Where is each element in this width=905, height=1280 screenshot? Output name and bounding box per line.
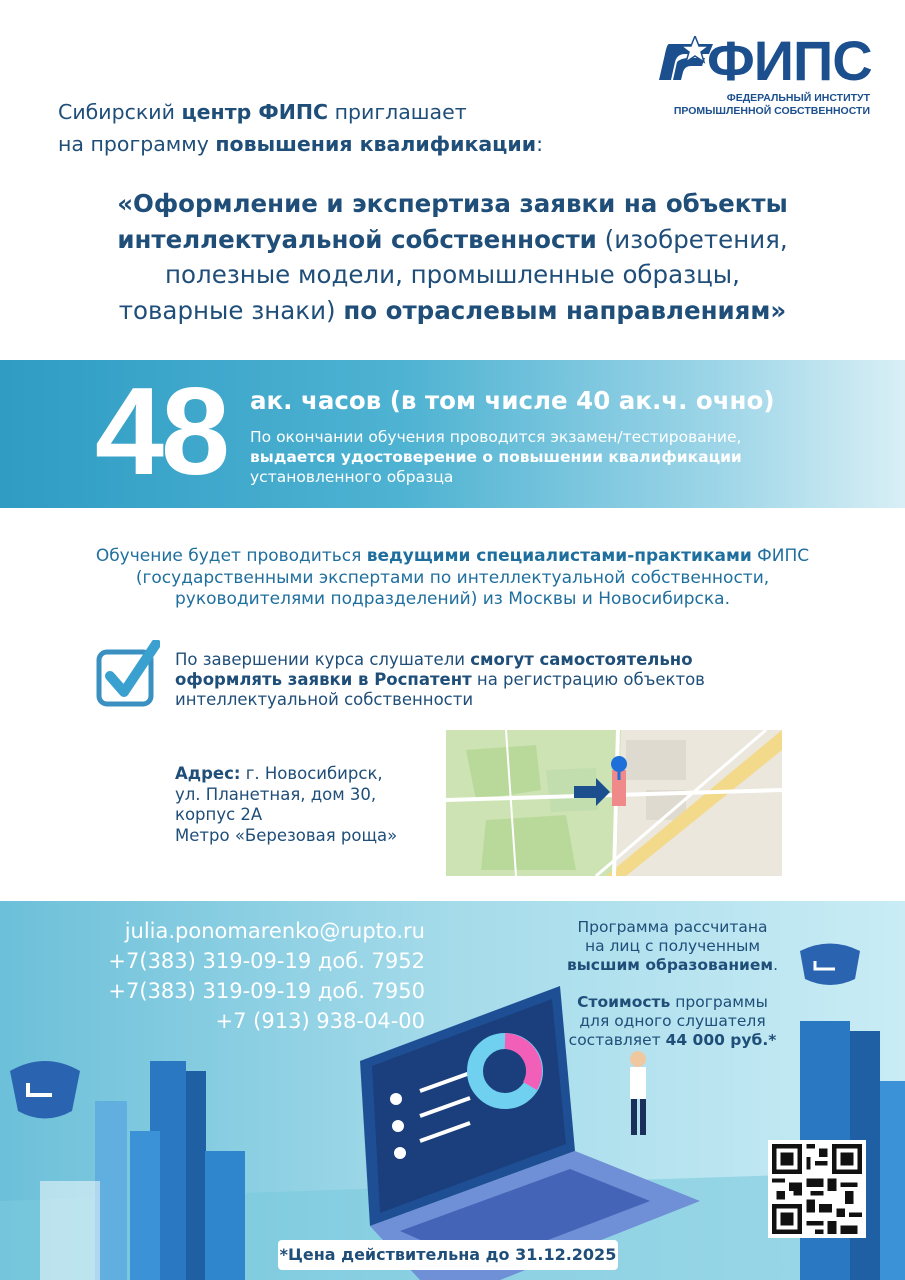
info-spacer bbox=[550, 975, 795, 993]
title-text: товарные знаки) bbox=[118, 295, 344, 325]
info-text: . bbox=[773, 956, 779, 974]
phone-2[interactable]: +7(383) 319-09-19 доб. 7950 bbox=[108, 979, 425, 1003]
result-line: интеллектуальной собственности bbox=[175, 690, 474, 709]
info-line: для одного слушателя bbox=[579, 1012, 766, 1030]
invite-text: приглашает bbox=[328, 100, 467, 124]
info-text: программы bbox=[670, 993, 768, 1011]
teach-line: (государственными экспертами по интеллектуальной собственности, bbox=[135, 567, 770, 588]
info-bold: высшим образованием bbox=[566, 956, 774, 974]
teaching-text bbox=[60, 546, 845, 611]
email-link[interactable]: julia.ponomarenko@rupto.ru bbox=[124, 919, 425, 943]
fips-logo bbox=[655, 30, 870, 120]
invite-text: на программу bbox=[58, 132, 216, 156]
location-map[interactable] bbox=[446, 730, 782, 876]
result-bold: оформлять заявки в Роспатент bbox=[175, 670, 472, 689]
qr-code[interactable] bbox=[768, 1140, 866, 1238]
hours-desc-line: установленного образца bbox=[250, 468, 454, 486]
price-footnote: *Цена действительна до 31.12.2025 bbox=[278, 1240, 618, 1270]
address-line: корпус 2А bbox=[175, 805, 263, 824]
address-label: Адрес: bbox=[175, 764, 241, 783]
hours-desc-bold: выдается удостоверение о повышении квалификации bbox=[250, 448, 742, 466]
contacts-block bbox=[60, 916, 425, 1036]
checkbox-checked-icon bbox=[96, 640, 160, 708]
teach-text: Обучение будет проводиться bbox=[95, 546, 367, 566]
title-text: (изобретения, bbox=[596, 224, 788, 254]
qr-code-icon bbox=[772, 1144, 862, 1234]
result-text: на регистрацию объектов bbox=[471, 670, 705, 689]
logo-subtitle-line2: ПРОМЫШЛЕННОЙ СОБСТВЕННОСТИ bbox=[673, 105, 870, 117]
map-image bbox=[446, 730, 782, 876]
phone-3[interactable]: +7 (913) 938-04-00 bbox=[215, 1009, 425, 1033]
info-line: на лиц с полученным bbox=[584, 937, 761, 955]
phone-1[interactable]: +7(383) 319-09-19 доб. 7952 bbox=[108, 949, 425, 973]
address-line: г. Новосибирск, bbox=[240, 764, 383, 783]
hours-description bbox=[250, 427, 810, 487]
logo-subtitle bbox=[655, 92, 870, 118]
result-text: По завершении курса слушатели bbox=[175, 650, 471, 669]
invite-bold: повышения квалификации bbox=[215, 132, 537, 156]
logo-name: ФИПС bbox=[707, 29, 872, 92]
info-text: составляет bbox=[568, 1031, 666, 1049]
invite-text: Сибирский bbox=[58, 100, 182, 124]
invitation-text bbox=[58, 96, 543, 160]
info-line: Программа рассчитана bbox=[577, 918, 768, 936]
result-bold: смогут самостоятельно bbox=[470, 650, 693, 669]
address-block bbox=[175, 764, 397, 846]
title-text: полезные модели, промышленные образцы, bbox=[165, 260, 740, 289]
title-bold: по отраслевым направлениям» bbox=[343, 295, 787, 325]
course-result-text bbox=[175, 650, 735, 710]
program-info bbox=[550, 918, 795, 1050]
program-title bbox=[40, 186, 865, 328]
info-price: 44 000 руб.* bbox=[665, 1031, 777, 1049]
title-bold: «Оформление и экспертиза заявки на объекты bbox=[117, 189, 788, 218]
hours-headline: ак. часов (в том числе 40 ак.ч. очно) bbox=[250, 386, 775, 415]
hours-desc-line: По окончании обучения проводится экзамен/тестирование, bbox=[250, 428, 742, 446]
teach-line: руководителями подразделений) из Москвы и Новосибирска. bbox=[174, 589, 730, 609]
teach-text: ФИПС bbox=[751, 546, 810, 566]
address-line: Метро «Березовая роща» bbox=[175, 825, 398, 845]
hours-number: 48 bbox=[95, 363, 227, 501]
invite-text: : bbox=[536, 132, 544, 156]
logo-subtitle-line1: ФЕДЕРАЛЬНЫЙ ИНСТИТУТ bbox=[726, 92, 870, 104]
info-bold: Стоимость bbox=[577, 993, 671, 1011]
teach-bold: ведущими специалистами-практиками bbox=[366, 546, 752, 566]
fips-emblem-icon bbox=[655, 36, 715, 88]
invite-bold: центр ФИПС bbox=[181, 100, 329, 124]
address-line: ул. Планетная, дом 30, bbox=[175, 784, 377, 804]
title-bold: интеллектуальной собственности bbox=[117, 224, 597, 254]
